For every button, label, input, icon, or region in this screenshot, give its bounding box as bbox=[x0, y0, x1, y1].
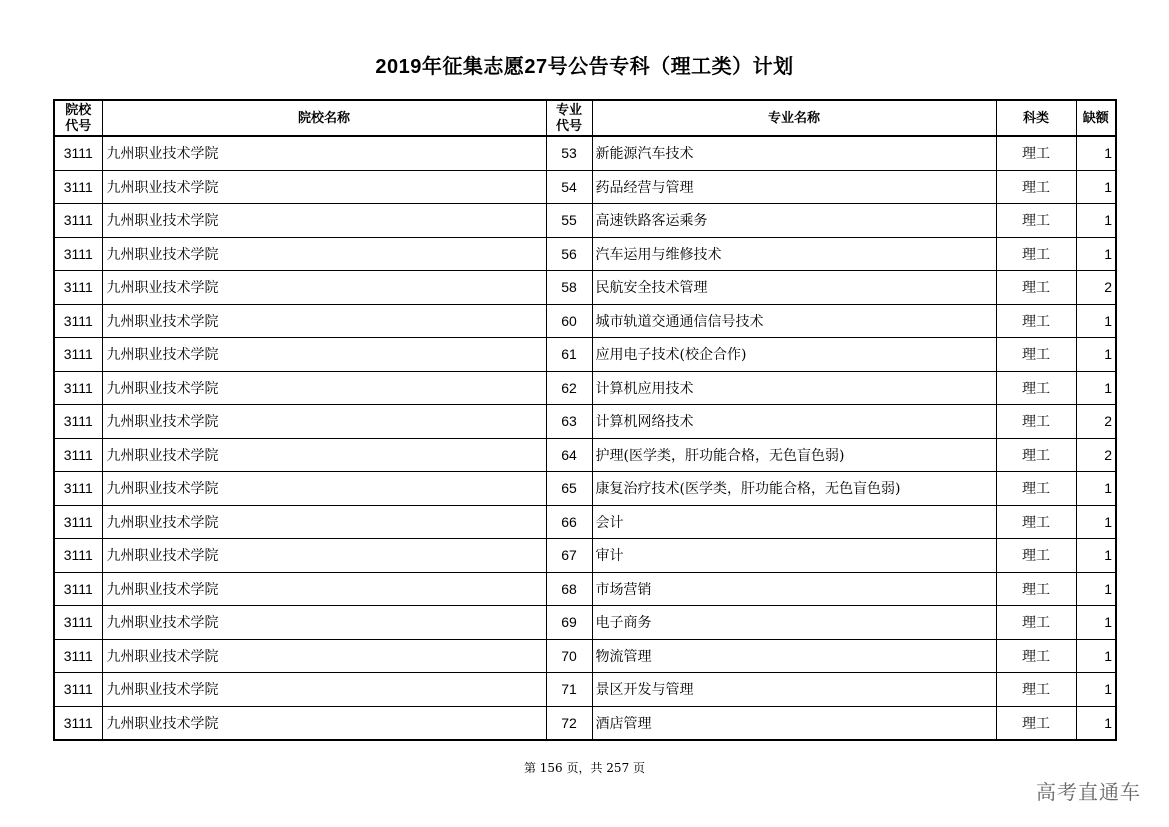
cell-school-name: 九州职业技术学院 bbox=[102, 505, 546, 539]
cell-major-name: 高速铁路客运乘务 bbox=[592, 204, 996, 238]
cell-major-name: 计算机网络技术 bbox=[592, 405, 996, 439]
page-footer: 第 156 页，共 257 页 bbox=[523, 761, 646, 775]
table-row bbox=[54, 438, 1116, 472]
cell-major-code: 53 bbox=[546, 136, 592, 170]
cell-school-code: 3111 bbox=[54, 237, 102, 271]
cell-major-name: 城市轨道交通通信信号技术 bbox=[592, 304, 996, 338]
cell-major-name: 药品经营与管理 bbox=[592, 170, 996, 204]
cell-major-code: 67 bbox=[546, 539, 592, 573]
cell-major-code: 62 bbox=[546, 371, 592, 405]
cell-vacancy: 1 bbox=[1076, 136, 1116, 170]
cell-vacancy: 1 bbox=[1076, 505, 1116, 539]
cell-major-code: 60 bbox=[546, 304, 592, 338]
cell-major-code: 54 bbox=[546, 170, 592, 204]
cell-school-code: 3111 bbox=[54, 673, 102, 707]
cell-category: 理工 bbox=[996, 572, 1076, 606]
cell-school-code: 3111 bbox=[54, 405, 102, 439]
table-row bbox=[54, 304, 1116, 338]
cell-vacancy: 1 bbox=[1076, 371, 1116, 405]
header-row bbox=[54, 100, 1116, 136]
cell-category: 理工 bbox=[996, 438, 1076, 472]
cell-school-code: 3111 bbox=[54, 371, 102, 405]
header-major-code: 专业代号 bbox=[546, 100, 592, 136]
cell-major-code: 69 bbox=[546, 606, 592, 640]
cell-school-name: 九州职业技术学院 bbox=[102, 639, 546, 673]
cell-category: 理工 bbox=[996, 673, 1076, 707]
cell-category: 理工 bbox=[996, 472, 1076, 506]
cell-major-code: 70 bbox=[546, 639, 592, 673]
cell-major-code: 61 bbox=[546, 338, 592, 372]
cell-category: 理工 bbox=[996, 405, 1076, 439]
cell-category: 理工 bbox=[996, 271, 1076, 305]
cell-major-code: 66 bbox=[546, 505, 592, 539]
table-row bbox=[54, 237, 1116, 271]
cell-vacancy: 1 bbox=[1076, 338, 1116, 372]
cell-vacancy: 1 bbox=[1076, 304, 1116, 338]
cell-school-code: 3111 bbox=[54, 572, 102, 606]
table-row bbox=[54, 405, 1116, 439]
cell-major-name: 审计 bbox=[592, 539, 996, 573]
table-row bbox=[54, 706, 1116, 740]
cell-major-name: 应用电子技术(校企合作) bbox=[592, 338, 996, 372]
cell-school-name: 九州职业技术学院 bbox=[102, 472, 546, 506]
cell-category: 理工 bbox=[996, 606, 1076, 640]
cell-vacancy: 1 bbox=[1076, 204, 1116, 238]
cell-major-name: 新能源汽车技术 bbox=[592, 136, 996, 170]
page-title: 2019年征集志愿27号公告专科（理工类）计划 bbox=[375, 56, 794, 78]
cell-major-name: 民航安全技术管理 bbox=[592, 271, 996, 305]
cell-major-name: 护理(医学类，肝功能合格，无色盲色弱) bbox=[592, 438, 996, 472]
cell-school-name: 九州职业技术学院 bbox=[102, 539, 546, 573]
cell-vacancy: 1 bbox=[1076, 572, 1116, 606]
cell-vacancy: 2 bbox=[1076, 438, 1116, 472]
cell-category: 理工 bbox=[996, 304, 1076, 338]
cell-school-code: 3111 bbox=[54, 136, 102, 170]
table-row bbox=[54, 271, 1116, 305]
cell-category: 理工 bbox=[996, 136, 1076, 170]
header-vacancy: 缺额 bbox=[1076, 100, 1116, 136]
table-row bbox=[54, 572, 1116, 606]
cell-category: 理工 bbox=[996, 505, 1076, 539]
cell-vacancy: 1 bbox=[1076, 706, 1116, 740]
cell-major-name: 汽车运用与维修技术 bbox=[592, 237, 996, 271]
cell-school-name: 九州职业技术学院 bbox=[102, 572, 546, 606]
table-row bbox=[54, 639, 1116, 673]
table-row bbox=[54, 472, 1116, 506]
cell-major-name: 计算机应用技术 bbox=[592, 371, 996, 405]
cell-school-code: 3111 bbox=[54, 606, 102, 640]
cell-school-name: 九州职业技术学院 bbox=[102, 170, 546, 204]
cell-school-code: 3111 bbox=[54, 204, 102, 238]
cell-school-name: 九州职业技术学院 bbox=[102, 673, 546, 707]
cell-major-code: 56 bbox=[546, 237, 592, 271]
table-row bbox=[54, 170, 1116, 204]
cell-school-code: 3111 bbox=[54, 438, 102, 472]
cell-school-name: 九州职业技术学院 bbox=[102, 304, 546, 338]
cell-vacancy: 1 bbox=[1076, 237, 1116, 271]
cell-school-name: 九州职业技术学院 bbox=[102, 237, 546, 271]
cell-school-code: 3111 bbox=[54, 539, 102, 573]
cell-school-code: 3111 bbox=[54, 639, 102, 673]
cell-school-name: 九州职业技术学院 bbox=[102, 136, 546, 170]
header-category: 科类 bbox=[996, 100, 1076, 136]
cell-major-name: 景区开发与管理 bbox=[592, 673, 996, 707]
cell-major-code: 68 bbox=[546, 572, 592, 606]
cell-category: 理工 bbox=[996, 170, 1076, 204]
cell-major-code: 71 bbox=[546, 673, 592, 707]
cell-school-name: 九州职业技术学院 bbox=[102, 338, 546, 372]
cell-school-code: 3111 bbox=[54, 304, 102, 338]
cell-school-code: 3111 bbox=[54, 472, 102, 506]
cell-vacancy: 1 bbox=[1076, 472, 1116, 506]
cell-school-name: 九州职业技术学院 bbox=[102, 706, 546, 740]
cell-school-name: 九州职业技术学院 bbox=[102, 371, 546, 405]
cell-major-name: 会计 bbox=[592, 505, 996, 539]
table-row bbox=[54, 539, 1116, 573]
cell-school-code: 3111 bbox=[54, 706, 102, 740]
cell-major-name: 市场营销 bbox=[592, 572, 996, 606]
cell-category: 理工 bbox=[996, 338, 1076, 372]
table-row bbox=[54, 136, 1116, 170]
table-row bbox=[54, 606, 1116, 640]
cell-school-name: 九州职业技术学院 bbox=[102, 438, 546, 472]
cell-school-code: 3111 bbox=[54, 505, 102, 539]
cell-category: 理工 bbox=[996, 371, 1076, 405]
cell-school-code: 3111 bbox=[54, 338, 102, 372]
cell-school-code: 3111 bbox=[54, 271, 102, 305]
cell-school-name: 九州职业技术学院 bbox=[102, 271, 546, 305]
cell-school-name: 九州职业技术学院 bbox=[102, 204, 546, 238]
cell-vacancy: 1 bbox=[1076, 170, 1116, 204]
cell-school-name: 九州职业技术学院 bbox=[102, 405, 546, 439]
cell-category: 理工 bbox=[996, 237, 1076, 271]
cell-major-name: 电子商务 bbox=[592, 606, 996, 640]
table-row bbox=[54, 204, 1116, 238]
cell-major-code: 63 bbox=[546, 405, 592, 439]
watermark: 高考直通车 bbox=[1036, 780, 1141, 804]
cell-major-code: 65 bbox=[546, 472, 592, 506]
header-school-name: 院校名称 bbox=[102, 100, 546, 136]
cell-school-code: 3111 bbox=[54, 170, 102, 204]
cell-vacancy: 1 bbox=[1076, 539, 1116, 573]
cell-vacancy: 1 bbox=[1076, 673, 1116, 707]
cell-major-code: 64 bbox=[546, 438, 592, 472]
cell-category: 理工 bbox=[996, 706, 1076, 740]
cell-major-code: 58 bbox=[546, 271, 592, 305]
cell-vacancy: 1 bbox=[1076, 606, 1116, 640]
cell-major-name: 康复治疗技术(医学类，肝功能合格，无色盲色弱) bbox=[592, 472, 996, 506]
cell-category: 理工 bbox=[996, 204, 1076, 238]
plan-table bbox=[53, 99, 1117, 741]
table-row bbox=[54, 505, 1116, 539]
table-row bbox=[54, 673, 1116, 707]
table-row bbox=[54, 338, 1116, 372]
table-row bbox=[54, 371, 1116, 405]
header-school-code: 院校代号 bbox=[54, 100, 102, 136]
cell-school-name: 九州职业技术学院 bbox=[102, 606, 546, 640]
cell-major-code: 72 bbox=[546, 706, 592, 740]
header-major-name: 专业名称 bbox=[592, 100, 996, 136]
cell-category: 理工 bbox=[996, 539, 1076, 573]
cell-vacancy: 1 bbox=[1076, 639, 1116, 673]
cell-major-code: 55 bbox=[546, 204, 592, 238]
cell-vacancy: 2 bbox=[1076, 405, 1116, 439]
cell-major-name: 酒店管理 bbox=[592, 706, 996, 740]
cell-major-name: 物流管理 bbox=[592, 639, 996, 673]
cell-category: 理工 bbox=[996, 639, 1076, 673]
cell-vacancy: 2 bbox=[1076, 271, 1116, 305]
